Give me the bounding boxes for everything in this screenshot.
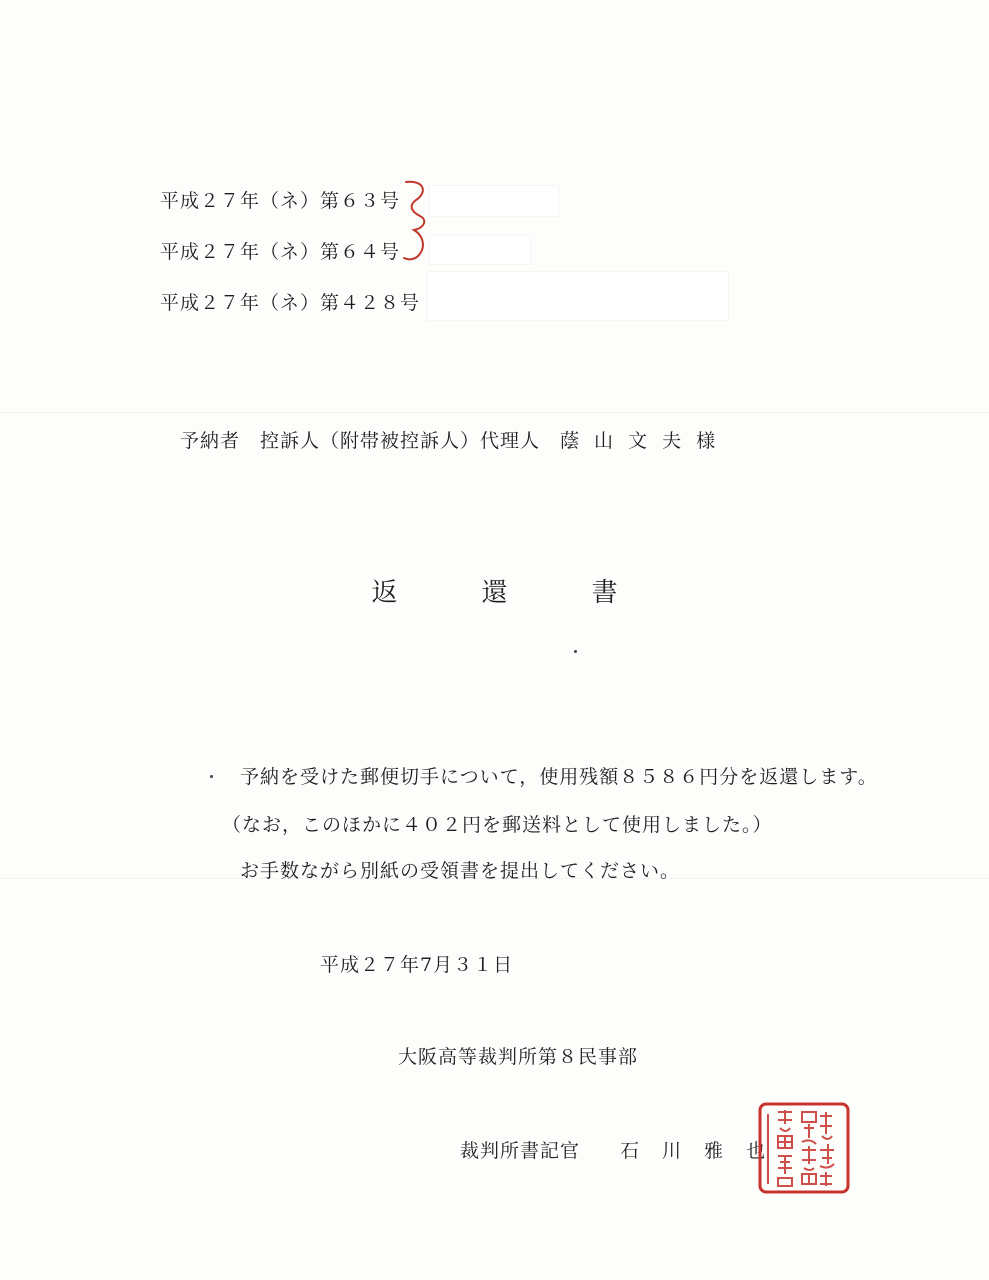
clerk-title: 裁判所書記官 [460,1140,581,1162]
redaction-patch [430,236,530,264]
clerk-name-char: 雅 [704,1140,725,1162]
body-line-2: （なお，このほかに４０２円を郵送料として使用しました。） [222,814,773,836]
clerk-name-char: 石 [620,1140,641,1162]
case-number-3: 平成２７年（ネ）第４２８号 [160,292,421,314]
addressee-role: 予納者 控訴人（附帯被控訴人）代理人 [180,430,541,452]
title-char: 書 [591,578,618,608]
name-char: 山 [594,430,615,452]
case-number-1: 平成２７年（ネ）第６３号 [160,190,401,212]
addressee-line [180,426,730,453]
stray-dot [574,650,577,653]
name-char: 蔭 [560,430,581,452]
clerk-signature-line [460,1136,788,1163]
honorific: 様 [696,430,717,452]
addressee-name [560,426,730,453]
document-title [0,572,989,609]
redaction-patch [430,186,558,216]
case-number-2: 平成２７年（ネ）第６４号 [160,241,401,263]
clerk-name-char: 也 [746,1140,767,1162]
body-line-3: お手数ながら別紙の受領書を提出してください。 [240,860,681,882]
body-line-1: 予納を受けた郵便切手について，使用残額８５８６円分を返還します。 [240,766,878,788]
official-seal-stamp [756,1100,852,1196]
redaction-patch [428,272,728,320]
name-char: 夫 [662,430,683,452]
title-char: 還 [481,578,508,608]
title-char: 返 [371,578,398,608]
stray-dot [210,775,213,778]
fold-line [0,412,989,413]
issue-date: 平成２７年7月３１日 [320,954,514,976]
name-char: 文 [628,430,649,452]
court-name: 大阪高等裁判所第８民事部 [398,1046,639,1068]
red-brace-mark [402,178,432,264]
clerk-name-char: 川 [662,1140,683,1162]
